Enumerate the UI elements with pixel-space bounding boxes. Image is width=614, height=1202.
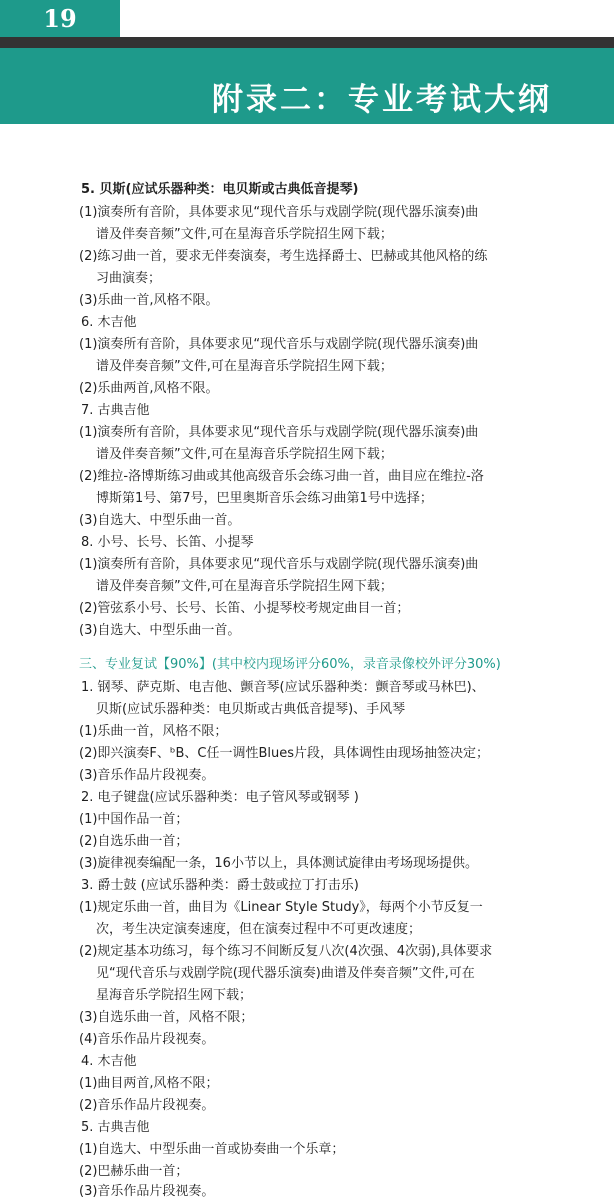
list-item: (2)即兴演奏F、ᵇB、C任一调性Blues片段，具体调性由现场抽签决定； (79, 746, 489, 761)
list-item: (3)旋律视奏编配一条，16小节以上，具体测试旋律由考场现场提供。 (79, 856, 478, 871)
list-item-continuation: 谱及伴奏音频”文件,可在星海音乐学院招生网下载； (96, 579, 393, 594)
list-item: (1)乐曲一首，风格不限； (79, 724, 228, 739)
list-item: (2)音乐作品片段视奏。 (79, 1098, 215, 1113)
section-heading: 8. 小号、长号、长笛、小提琴 (81, 535, 254, 550)
section-heading: 1. 钢琴、萨克斯、电吉他、颤音琴(应试乐器种类：颤音琴或马林巴)、 (81, 680, 485, 695)
title-banner (0, 48, 614, 124)
list-item: (1)演奏所有音阶，具体要求见“现代音乐与戏剧学院(现代器乐演奏)曲 (79, 205, 479, 220)
section-heading-continuation: 贝斯(应试乐器种类：电贝斯或古典低音提琴)、手风琴 (96, 702, 406, 717)
list-item-continuation: 谱及伴奏音频”文件,可在星海音乐学院招生网下载； (96, 227, 393, 242)
list-item-continuation: 星海音乐学院招生网下载； (96, 988, 253, 1003)
list-item: (3)音乐作品片段视奏。 (79, 1184, 215, 1199)
section-heading: 4. 木吉他 (81, 1054, 137, 1069)
list-item-continuation: 博斯第1号、第7号，巴里奥斯音乐会练习曲第1号中选择； (96, 491, 433, 506)
section-heading: 3. 爵士鼓 (应试乐器种类：爵士鼓或拉丁打击乐) (81, 878, 359, 893)
section-heading: 2. 电子键盘(应试乐器种类：电子管风琴或钢琴 ) (81, 790, 359, 805)
list-item: (1)演奏所有音阶，具体要求见“现代音乐与戏剧学院(现代器乐演奏)曲 (79, 557, 479, 572)
list-item: (1)中国作品一首； (79, 812, 189, 827)
list-item: (2)维拉-洛博斯练习曲或其他高级音乐会练习曲一首，曲目应在维拉-洛 (79, 469, 484, 484)
list-item: (3)自选乐曲一首，风格不限； (79, 1010, 254, 1025)
list-item: (1)演奏所有音阶，具体要求见“现代音乐与戏剧学院(现代器乐演奏)曲 (79, 425, 479, 440)
list-item: (1)自选大、中型乐曲一首或协奏曲一个乐章； (79, 1142, 345, 1157)
list-item: (1)曲目两首,风格不限； (79, 1076, 219, 1091)
list-item: (3)乐曲一首,风格不限。 (79, 293, 219, 308)
list-item: (2)乐曲两首,风格不限。 (79, 381, 219, 396)
page-number-box (0, 0, 120, 37)
list-item-continuation: 习曲演奏； (96, 271, 162, 286)
page-number: 19 (43, 4, 77, 33)
list-item: (3)音乐作品片段视奏。 (79, 768, 215, 783)
list-item-continuation: 谱及伴奏音频”文件,可在星海音乐学院招生网下载； (96, 359, 393, 374)
list-item: (2)巴赫乐曲一首； (79, 1164, 189, 1179)
section-title: 三、专业复试【90%】(其中校内现场评分60%，录音录像校外评分30%) (79, 657, 501, 672)
list-item: (1)演奏所有音阶，具体要求见“现代音乐与戏剧学院(现代器乐演奏)曲 (79, 337, 479, 352)
list-item-continuation: 见“现代音乐与戏剧学院(现代器乐演奏)曲谱及伴奏音频”文件,可在 (96, 966, 475, 981)
list-item: (3)自选大、中型乐曲一首。 (79, 513, 241, 528)
section-heading: 7. 古典吉他 (81, 403, 150, 418)
section-heading: 6. 木吉他 (81, 315, 137, 330)
header-bar (0, 37, 614, 48)
list-item: (2)自选乐曲一首； (79, 834, 189, 849)
list-item: (1)规定乐曲一首，曲目为《Linear Style Study》，每两个小节反复一 (79, 900, 483, 915)
page-title: 附录二：专业考试大纲 (212, 82, 552, 118)
list-item: (4)音乐作品片段视奏。 (79, 1032, 215, 1047)
list-item: (2)练习曲一首，要求无伴奏演奏，考生选择爵士、巴赫或其他风格的练 (79, 249, 488, 264)
list-item-continuation: 谱及伴奏音频”文件,可在星海音乐学院招生网下载； (96, 447, 393, 462)
list-item: (2)管弦系小号、长号、长笛、小提琴校考规定曲目一首； (79, 601, 410, 616)
list-item: (3)自选大、中型乐曲一首。 (79, 623, 241, 638)
list-item-continuation: 次，考生决定演奏速度，但在演奏过程中不可更改速度； (96, 922, 422, 937)
section-heading: 5. 古典吉他 (81, 1120, 150, 1135)
list-item: (2)规定基本功练习，每个练习不间断反复八次(4次强、4次弱),具体要求 (79, 944, 493, 959)
section-heading: 5. 贝斯(应试乐器种类：电贝斯或古典低音提琴) (81, 182, 359, 197)
